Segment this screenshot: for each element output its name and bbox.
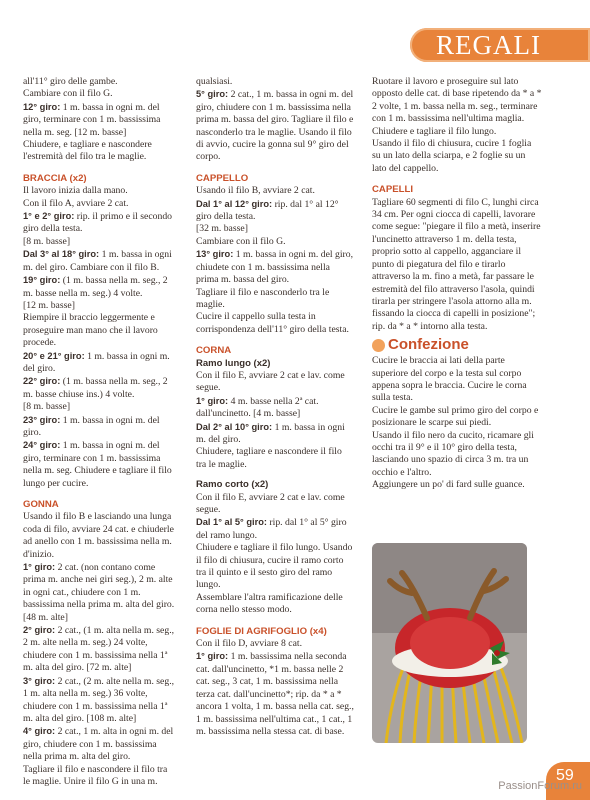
instruction-step <box>23 375 175 401</box>
step-label: 1° giro: <box>196 395 229 406</box>
section-heading: BRACCIA (x2) <box>23 172 87 184</box>
paragraph: Ruotare il lavoro e proseguire sul lato opposto delle cat. di base ripetendo da * a * 2 volte, 1 m. bassa nella m. seg., terminare con 1 m. bassissima nell'ultima maglia. <box>372 76 542 125</box>
subsection-heading: Ramo lungo (x2) <box>196 357 271 369</box>
instruction-step <box>196 650 354 738</box>
column-3 <box>372 76 542 492</box>
step-text: 2 cat., (2 m. alte nella m. seg., 1 m. alta nella m. seg.) 36 volte, chiudere con 1 m. bassissima nella 1ª m. alta del giro. [108 m. alte] <box>23 675 175 724</box>
paragraph: Tagliare il filo e nascondere il filo tra le maglie. Unire il filo G in una m. <box>23 763 168 787</box>
step-label: 12° giro: <box>23 101 61 112</box>
step-label: Dal 3° al 18° giro: <box>23 249 100 260</box>
step-label: 1° giro: <box>196 651 229 662</box>
paragraph: Chiudere, tagliare e nascondere il filo tra le maglie. <box>196 446 342 470</box>
instruction-step <box>196 516 354 542</box>
step-text: 1 m. bassa in ogni m. del giro. <box>23 350 170 374</box>
section-heading: CAPELLI <box>372 184 414 196</box>
instruction-step <box>23 725 175 763</box>
step-label: Dal 1° al 12° giro: <box>196 198 273 209</box>
paragraph: [8 m. basse] <box>23 401 71 413</box>
section-banner <box>410 28 590 62</box>
step-text: 2 cat., (1 m. alta nella m. seg., 2 m. alte nella m. seg.) 24 volte, chiudere con 1 m. bassissima nella 1ª m. alta del giro. [72 m. alte] <box>23 625 175 674</box>
watermark: PassionForum.ru <box>498 780 582 792</box>
paragraph: Cucire le gambe sul primo giro del corpo e posizionare le scarpe sui piedi. <box>372 404 539 429</box>
paragraph: [12 m. basse] <box>23 299 75 311</box>
instruction-step <box>23 101 175 139</box>
section-title: REGALI <box>436 30 541 60</box>
step-label: 24° giro: <box>23 440 61 451</box>
instruction-step <box>196 88 354 163</box>
paragraph: [32 m. basse] <box>196 223 248 235</box>
step-label: 2° giro: <box>23 625 56 636</box>
instruction-step <box>23 561 175 624</box>
instruction-step <box>23 414 175 440</box>
step-label: Dal 1° al 5° giro: <box>196 517 267 528</box>
paragraph: all'11° giro delle gambe. <box>23 76 118 87</box>
step-text: 1 m. bassa in ogni m. del giro, chiudete con 1 m. bassissima nella prima m. bassa del giro. <box>196 249 354 286</box>
paragraph: Con il filo D, avviare 8 cat. <box>196 638 302 650</box>
step-text: 2 cat., 1 m. alta in ogni m. del giro, chiudere con 1 m. bassissima nella prima m. alta del giro. <box>23 726 174 763</box>
instruction-step <box>23 439 175 490</box>
instruction-step <box>23 274 175 300</box>
paragraph: Con il filo E, avviare 2 cat e lav. come segue. <box>196 491 345 515</box>
paragraph: Usando il filo di chiusura, cucire 1 foglia su un lato della sciarpa, e 2 foglie su un lato del cappello. <box>372 138 532 174</box>
section-heading: FOGLIE DI AGRIFOGLIO (x4) <box>196 625 327 637</box>
paragraph: Usando il filo nero da cucito, ricamare gli occhi tra il 9° e il 10° giro della testa, lasciando uno spazio di circa 3 m. tra un occhio e l'altro. <box>372 429 534 478</box>
reindeer-doll-photo <box>372 543 527 743</box>
step-text: rip. dal 1° al 12° giro della testa. <box>196 198 339 223</box>
instruction-step <box>23 350 175 376</box>
instruction-step <box>23 248 175 274</box>
page-number: 59 <box>556 767 574 784</box>
step-text: 4 m. basse nella 2ª cat. dall'uncinetto. [4 m. basse] <box>196 395 319 420</box>
step-text: 1 m. bassa in ogni m. del giro. <box>23 414 160 438</box>
paragraph: Assemblare l'altra ramificazione delle corna nello stesso modo. <box>196 591 343 616</box>
step-label: 23° giro: <box>23 414 61 425</box>
step-label: 3° giro: <box>23 675 56 686</box>
step-text: 2 cat., 1 m. bassa in ogni m. del giro, chiudere con 1 m. bassissima nella prima m. bassa del giro. Tagliare il filo e nasconderlo tra le maglie. Usando il filo di avvio, cucire la gonna sul 9° giro del corpo. <box>196 89 354 163</box>
step-text: rip. dal 1° al 5° giro del ramo lungo. <box>196 517 347 541</box>
paragraph: Cambiare con il filo G. <box>23 88 113 100</box>
step-text: 1 m. bassa in ogni m. del giro, terminare con 1 m. bassissima nella m. seg. [12 m. basse] <box>23 101 161 138</box>
instruction-step <box>23 675 175 726</box>
paragraph: Chiudere e tagliare il filo lungo. Usando il filo di chiusura, cucire il ramo corto tra il quinto e il sesto giro del ramo lungo. <box>196 542 353 591</box>
paragraph: Cucire il cappello sulla testa in corrispondenza dell'11° giro della testa. <box>196 311 349 335</box>
instruction-step <box>23 624 175 675</box>
step-label: 1° e 2° giro: <box>23 211 75 222</box>
step-label: 5° giro: <box>196 89 229 100</box>
instruction-step <box>196 248 354 286</box>
paragraph: Usando il filo B e lasciando una lunga coda di filo, avviare 24 cat. e chiuderle ad anello con 1 m. bassissima nella m. d'inizio. <box>23 511 174 560</box>
instruction-step <box>196 198 354 224</box>
step-label: 19° giro: <box>23 275 61 286</box>
paragraph: Chiudere, e tagliare e nascondere l'estremità del filo tra le maglie. <box>23 139 152 163</box>
paragraph: Cambiare con il filo G. <box>196 235 286 247</box>
step-label: 13° giro: <box>196 249 234 260</box>
step-text: 1 m. bassa in ogni m. del giro. <box>196 421 345 445</box>
subsection-heading: Ramo corto (x2) <box>196 479 269 491</box>
step-label: Dal 2° al 10° giro: <box>196 421 273 432</box>
step-label: 20° e 21° giro: <box>23 350 85 361</box>
confezione-title: Confezione <box>388 336 469 354</box>
step-text: rip. il primo e il secondo giro della testa. <box>23 211 173 235</box>
paragraph: qualsiasi. <box>196 76 233 87</box>
paragraph: Tagliare 60 segmenti di filo C, lunghi circa 34 cm. Per ogni ciocca di capelli, lavorare come segue: "piegare il filo a metà, inserire l'uncinetto attraverso 1 m. della testa, proprio sotto al cappello, agganciare il punto di piegatura del filo e tirarlo attraverso la m. fino a metà, far passare le estremità del filo attraverso l'asola, quindi tirarla per stringere l'asola attorno alla m. fissando la ciocca di capelli in posizione"; rip. da * a * intorno alla testa. <box>372 196 541 332</box>
paragraph: Aggiungere un po' di fard sulle guance. <box>372 479 525 491</box>
step-text: 1 m. bassissima nella seconda cat. dall'uncinetto, *1 m. bassa nelle 2 cat. seg., 3 cat, 1 m. bassissima nella terza cat. dall'uncinetto*; rip. da * a * ancora 1 volta, 1 m. bassa nella cat. seg., 1 m. bassissima nell'ultima cat., 1 cat., 1 m. bassissima nella stessa cat. di base. <box>196 651 354 737</box>
paragraph: Il lavoro inizia dalla mano. <box>23 185 128 197</box>
step-text: 2 cat. (non contano come prima m. anche nei giri seg.), 2 m. alte in ogni cat., chiudere con 1 m. bassissima nella prima m. alta del giro. [48 m. alte] <box>23 562 175 623</box>
instruction-step <box>196 421 354 447</box>
step-text: (1 m. bassa nella m. seg., 2 m. basse nella m. seg.) 4 volte. <box>23 275 168 299</box>
step-text: (1 m. bassa nella m. seg., 2 m. basse chiuse ins.) 4 volte. <box>23 376 168 400</box>
step-text: 1 m. bassa in ogni m. del giro, terminare con 1 m. bassissima nella m. seg. Chiudere e tagliare il filo lungo per cucire. <box>23 440 172 489</box>
confezione-heading <box>372 336 542 354</box>
paragraph: [8 m. basse] <box>23 235 71 247</box>
section-heading: CORNA <box>196 345 232 357</box>
paragraph: Usando il filo B, avviare 2 cat. <box>196 185 315 197</box>
bullet-circle-icon <box>372 339 385 352</box>
step-text: 1 m. bassa in ogni m. del giro. Cambiare con il filo B. <box>23 249 172 273</box>
section-heading: CAPPELLO <box>196 172 249 184</box>
paragraph: Cucire le braccia ai lati della parte superiore del corpo e la testa sul corpo appena sopra le braccia. Cucire le corna sulla testa. <box>372 355 527 404</box>
paragraph: Con il filo E, avviare 2 cat e lav. come segue. <box>196 369 345 394</box>
column-2 <box>196 76 354 738</box>
column-1 <box>23 76 175 788</box>
paragraph: Riempire il braccio leggermente e proseguire man mano che il lavoro procede. <box>23 312 158 349</box>
spacer <box>196 471 354 479</box>
paragraph: Con il filo A, avviare 2 cat. <box>23 197 129 209</box>
step-label: 22° giro: <box>23 376 61 387</box>
paragraph: Chiudere e tagliare il filo lungo. <box>372 125 497 137</box>
step-label: 1° giro: <box>23 562 56 573</box>
paragraph: Tagliare il filo e nasconderlo tra le maglie. <box>196 286 330 310</box>
instruction-step <box>23 210 175 236</box>
step-label: 4° giro: <box>23 726 56 737</box>
section-heading: GONNA <box>23 499 59 510</box>
instruction-step <box>196 395 354 421</box>
